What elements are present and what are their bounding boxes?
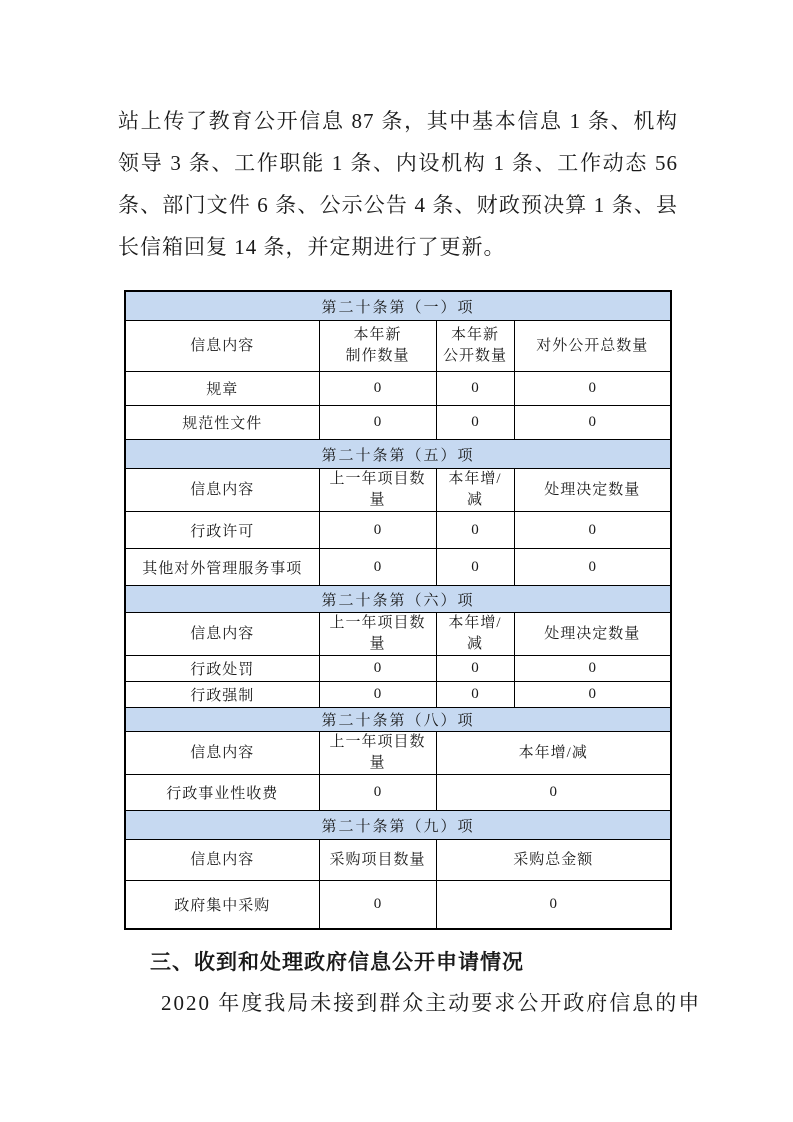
row-label-cell: 其他对外管理服务事项 [125,549,319,586]
value-cell: 0 [319,549,436,586]
column-header-line: 信息内容 [190,744,255,761]
column-header-cell [514,469,671,512]
column-header-cell [125,469,319,512]
column-header-line: 本年增/减 [448,471,502,508]
column-header-row [125,732,671,775]
row-label-cell: 规范性文件 [125,406,319,440]
table-section [125,586,671,708]
column-header-cell [125,613,319,656]
column-header-cell [125,732,319,775]
column-header-line: 对外公开总数量 [536,337,649,354]
column-header-line: 上一年项目数量 [329,471,426,508]
value-cell: 0 [514,682,671,708]
row-label-cell: 行政强制 [125,682,319,708]
column-header-cell [436,321,514,372]
column-header-cell [436,613,514,656]
column-header-cell [436,732,671,775]
column-header-cell [319,321,436,372]
value-cell: 0 [514,549,671,586]
column-header-cell [319,613,436,656]
section-heading: 三、收到和处理政府信息公开申请情况 [150,951,524,974]
column-header-line: 信息内容 [190,625,255,642]
value-cell: 0 [436,656,514,682]
table-row [125,406,671,440]
section-title-row [125,440,671,469]
table-section [125,811,671,930]
section-title: 第二十条第（九）项 [125,811,671,840]
section-title-row [125,586,671,613]
column-header-line: 本年新 [353,327,402,343]
closing-paragraph: 2020 年度我局未接到群众主动要求公开政府信息的申 [161,991,702,1015]
value-cell: 0 [436,549,514,586]
table-row [125,549,671,586]
table-row [125,682,671,708]
table-row [125,656,671,682]
value-cell: 0 [514,372,671,406]
value-cell: 0 [319,406,436,440]
row-label-cell: 政府集中采购 [125,881,319,930]
column-header-line: 制作数量 [345,348,410,364]
table-section [125,291,671,440]
column-header-line: 上一年项目数量 [329,734,426,771]
column-header-line: 上一年项目数量 [329,615,426,652]
column-header-cell [436,469,514,512]
column-header-cell [319,469,436,512]
table-row [125,881,671,930]
section-title-row [125,291,671,321]
value-cell: 0 [514,512,671,549]
column-header-line: 信息内容 [190,337,255,354]
value-cell: 0 [319,775,436,811]
closing-block [118,942,702,1024]
section-title: 第二十条第（一）项 [125,291,671,321]
table-section [125,440,671,586]
column-header-line: 本年新 [450,327,499,343]
column-header-cell [125,321,319,372]
table-section [125,708,671,811]
intro-paragraph: 站上传了教育公开信息 87 条，其中基本信息 1 条、机构领导 3 条、工作职能 1 条、内设机构 1 条、工作动态 56 条、部门文件 6 条、公示公告 4 条、财政预决算 1 条、县长信箱回复 14 条，并定期进行了更新。 [118,109,678,259]
value-cell: 0 [436,881,671,930]
column-header-line: 采购项目数量 [329,851,426,868]
value-cell: 0 [436,775,671,811]
value-cell: 0 [436,682,514,708]
column-header-line: 本年增/减 [518,744,588,761]
column-header-line: 采购总金额 [513,851,594,868]
section-title-row [125,811,671,840]
value-cell: 0 [319,372,436,406]
column-header-cell [319,732,436,775]
column-header-cell [436,840,671,881]
value-cell: 0 [319,512,436,549]
column-header-line: 公开数量 [442,348,507,364]
column-header-cell [514,613,671,656]
column-header-cell [319,840,436,881]
value-cell: 0 [514,656,671,682]
row-label-cell: 行政事业性收费 [125,775,319,811]
row-label-cell: 行政许可 [125,512,319,549]
value-cell: 0 [436,512,514,549]
column-header-cell [125,840,319,881]
column-header-line: 信息内容 [190,481,255,498]
value-cell: 0 [436,406,514,440]
table-row [125,775,671,811]
column-header-line: 处理决定数量 [544,625,641,642]
column-header-row [125,469,671,512]
column-header-row [125,840,671,881]
value-cell: 0 [436,372,514,406]
section-title: 第二十条第（五）项 [125,440,671,469]
report-table [124,290,672,930]
value-cell: 0 [319,881,436,930]
value-cell: 0 [319,656,436,682]
column-header-line: 本年增/减 [448,615,502,652]
value-cell: 0 [319,682,436,708]
table-row [125,372,671,406]
row-label-cell: 行政处罚 [125,656,319,682]
table-row [125,512,671,549]
column-header-line: 信息内容 [190,851,255,868]
section-title: 第二十条第（六）项 [125,586,671,613]
section-title: 第二十条第（八）项 [125,708,671,732]
value-cell: 0 [514,406,671,440]
column-header-row [125,321,671,372]
column-header-row [125,613,671,656]
section-title-row [125,708,671,732]
column-header-line: 处理决定数量 [544,481,641,498]
column-header-cell [514,321,671,372]
row-label-cell: 规章 [125,372,319,406]
